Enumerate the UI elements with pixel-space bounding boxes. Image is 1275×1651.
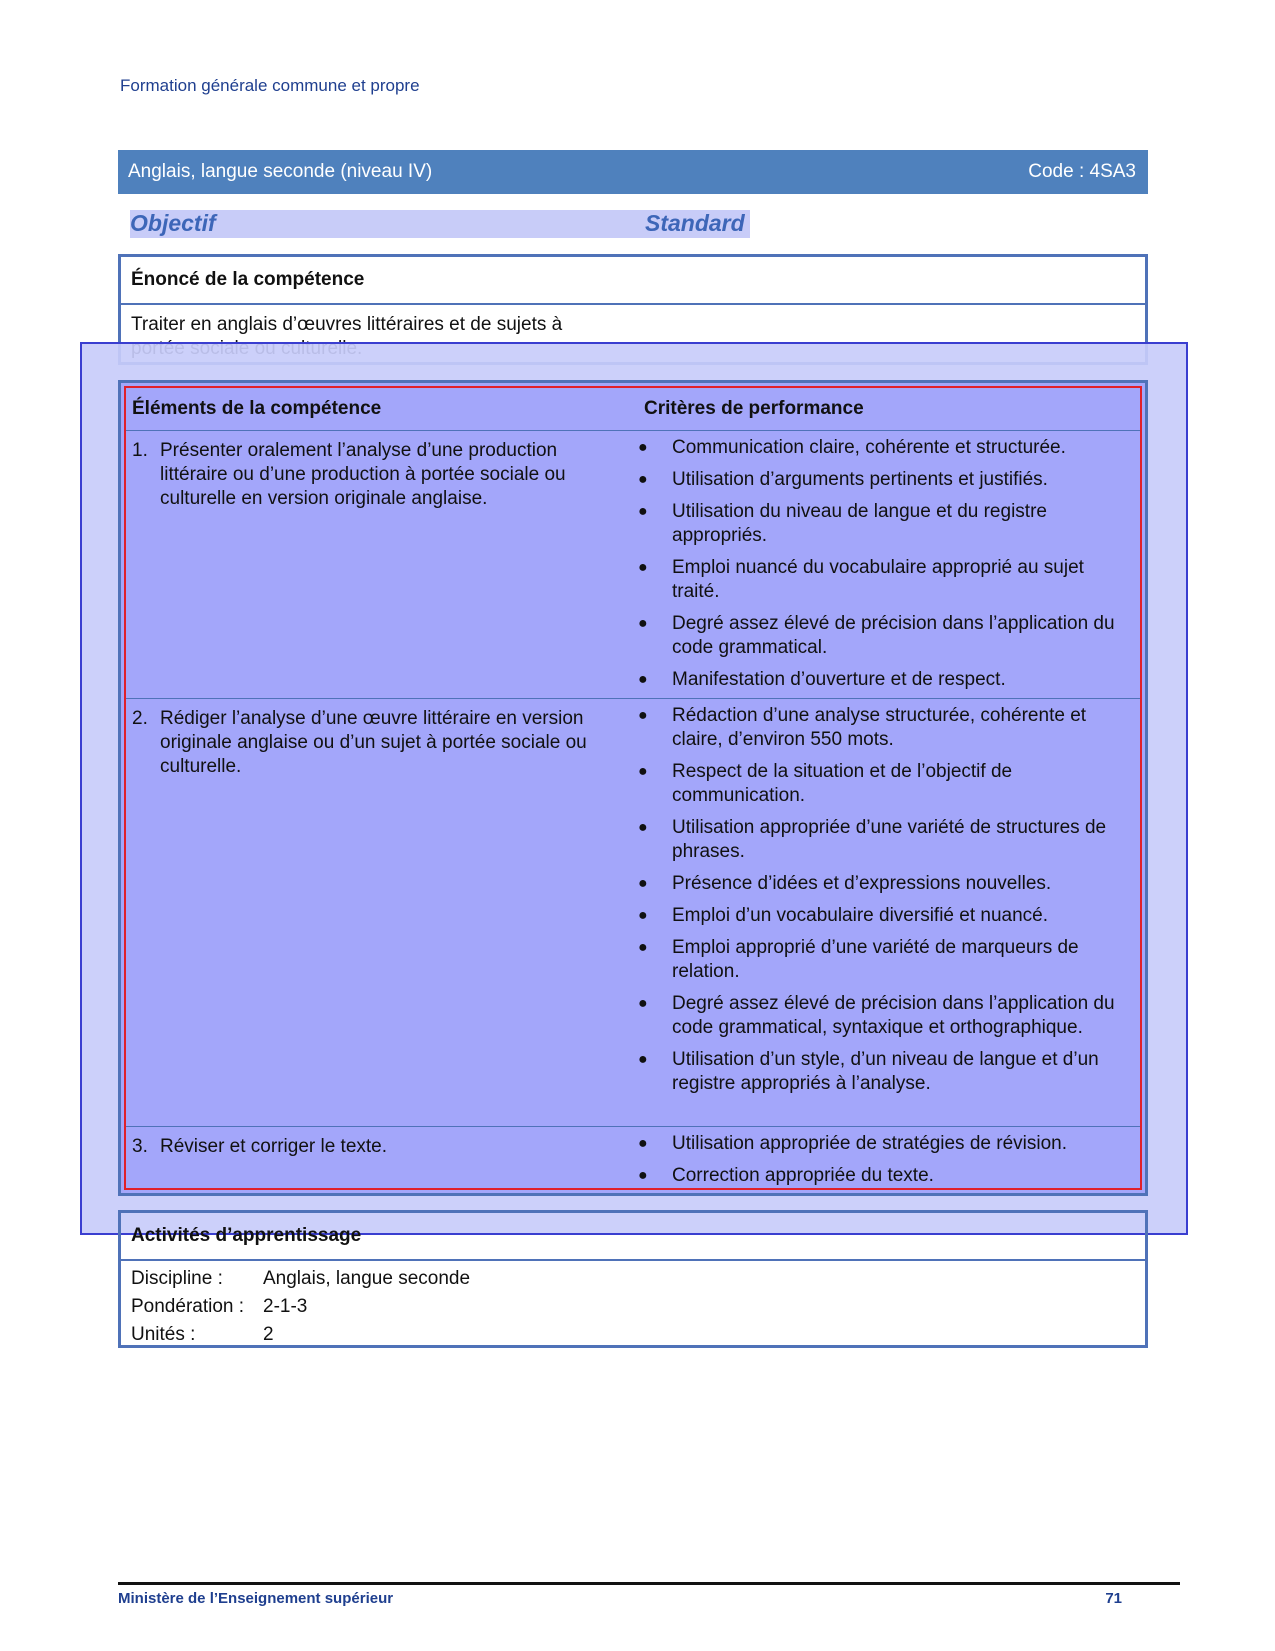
unites-line xyxy=(131,1321,1135,1349)
bullet-icon: ● xyxy=(638,819,648,836)
ponderation-value: 2-1-3 xyxy=(263,1296,308,1317)
criterion-text: Utilisation appropriée de stratégies de révision. xyxy=(672,1133,1067,1154)
enonce-text: Traiter en anglais d’œuvres littéraires et de sujets à xyxy=(131,314,563,335)
criterion-text: Communication claire, cohérente et structurée. xyxy=(672,437,1066,458)
unites-label: Unités : xyxy=(131,1324,196,1345)
list-item xyxy=(638,704,1128,752)
bullet-icon: ● xyxy=(638,503,648,520)
enonce-heading: Énoncé de la compétence xyxy=(121,257,1145,305)
list-item xyxy=(638,500,1128,548)
list-item xyxy=(638,612,1128,660)
bullet-icon: ● xyxy=(638,671,648,688)
list-item xyxy=(638,992,1128,1040)
criteria-heading: Critères de performance xyxy=(644,398,864,419)
criteria-list xyxy=(638,699,1128,1126)
bullet-icon: ● xyxy=(638,875,648,892)
discipline-label: Discipline : xyxy=(131,1268,223,1289)
element-cell xyxy=(126,431,638,698)
element-cell xyxy=(126,1127,638,1193)
discipline-value: Anglais, langue seconde xyxy=(263,1268,471,1289)
criterion-text: Degré assez élevé de précision dans l’application du code grammatical. xyxy=(672,613,1115,658)
section-header: Formation générale commune et propre xyxy=(120,76,420,95)
unites-value: 2 xyxy=(263,1324,274,1345)
element-number: 1. xyxy=(132,440,148,461)
elements-heading: Éléments de la compétence xyxy=(132,398,382,419)
element-text: Réviser et corriger le texte. xyxy=(160,1136,388,1157)
list-item xyxy=(638,668,1128,692)
standard-heading: Standard xyxy=(645,210,745,236)
table-row xyxy=(126,1127,1140,1193)
list-item xyxy=(638,904,1128,928)
list-item xyxy=(638,1048,1128,1096)
elements-table-header xyxy=(126,388,1140,431)
element-number: 2. xyxy=(132,708,148,729)
bullet-icon: ● xyxy=(638,907,648,924)
bullet-icon: ● xyxy=(638,1135,648,1152)
criterion-text: Emploi approprié d’une variété de marqueurs de relation. xyxy=(672,937,1079,982)
criterion-text: Emploi d’un vocabulaire diversifié et nuancé. xyxy=(672,905,1048,926)
bullet-icon: ● xyxy=(638,559,648,576)
criterion-text: Utilisation d’arguments pertinents et justifiés. xyxy=(672,469,1048,490)
criterion-text: Utilisation appropriée d’une variété de structures de phrases. xyxy=(672,817,1107,862)
bullet-icon: ● xyxy=(638,763,648,780)
element-text: Rédiger l’analyse d’une œuvre littéraire en version originale anglaise ou d’un sujet à portée sociale ou culturelle. xyxy=(160,708,587,777)
column-headings xyxy=(130,210,750,238)
element-number: 3. xyxy=(132,1136,148,1157)
criterion-text: Correction appropriée du texte. xyxy=(672,1165,934,1186)
list-item xyxy=(638,556,1128,604)
ponderation-label: Pondération : xyxy=(131,1296,245,1317)
criteria-list xyxy=(638,1127,1128,1193)
bullet-icon: ● xyxy=(638,707,648,724)
list-item xyxy=(638,760,1128,808)
discipline-line xyxy=(131,1265,1135,1293)
ponderation-line xyxy=(131,1293,1135,1321)
page-footer xyxy=(118,1590,1122,1607)
activities-heading: Activités d’apprentissage xyxy=(121,1213,1145,1261)
list-item xyxy=(638,1164,1128,1188)
elements-table-inner xyxy=(124,386,1142,1190)
page-number: 71 xyxy=(1105,1590,1122,1607)
bullet-icon: ● xyxy=(638,439,648,456)
bullet-icon: ● xyxy=(638,1051,648,1068)
list-item xyxy=(638,1132,1128,1156)
list-item xyxy=(638,468,1128,492)
elements-table xyxy=(118,380,1148,1196)
criterion-text: Respect de la situation et de l’objectif de communication. xyxy=(672,761,1013,806)
objectif-heading: Objectif xyxy=(130,210,216,236)
criterion-text: Utilisation du niveau de langue et du registre appropriés. xyxy=(672,501,1047,546)
footer-ministry: Ministère de l’Enseignement supérieur xyxy=(118,1590,394,1607)
course-banner xyxy=(118,150,1148,194)
footer-divider xyxy=(118,1582,1180,1585)
activities-details xyxy=(121,1261,1145,1353)
activities-box xyxy=(118,1210,1148,1348)
criterion-text: Emploi nuancé du vocabulaire approprié au sujet traité. xyxy=(672,557,1084,602)
course-title: Anglais, langue seconde (niveau IV) xyxy=(128,161,433,182)
bullet-icon: ● xyxy=(638,615,648,632)
list-item xyxy=(638,872,1128,896)
bullet-icon: ● xyxy=(638,995,648,1012)
criteria-list xyxy=(638,431,1128,698)
criterion-text: Utilisation d’un style, d’un niveau de langue et d’un registre appropriés à l’analyse. xyxy=(672,1049,1099,1094)
bullet-icon: ● xyxy=(638,939,648,956)
table-row xyxy=(126,431,1140,699)
criterion-text: Rédaction d’une analyse structurée, cohérente et claire, d’environ 550 mots. xyxy=(672,705,1087,750)
criterion-text: Présence d’idées et d’expressions nouvelles. xyxy=(672,873,1052,894)
table-row xyxy=(126,699,1140,1127)
bullet-icon: ● xyxy=(638,471,648,488)
element-cell xyxy=(126,699,638,1126)
criterion-text: Degré assez élevé de précision dans l’application du code grammatical, syntaxique et orthographique. xyxy=(672,993,1115,1038)
bullet-icon: ● xyxy=(638,1167,648,1184)
criterion-text: Manifestation d’ouverture et de respect. xyxy=(672,669,1006,690)
list-item xyxy=(638,936,1128,984)
course-code: Code : 4SA3 xyxy=(1028,161,1136,182)
list-item xyxy=(638,436,1128,460)
list-item xyxy=(638,816,1128,864)
element-text: Présenter oralement l’analyse d’une production littéraire ou d’une production à portée sociale ou culturelle en version originale anglaise. xyxy=(160,440,566,509)
